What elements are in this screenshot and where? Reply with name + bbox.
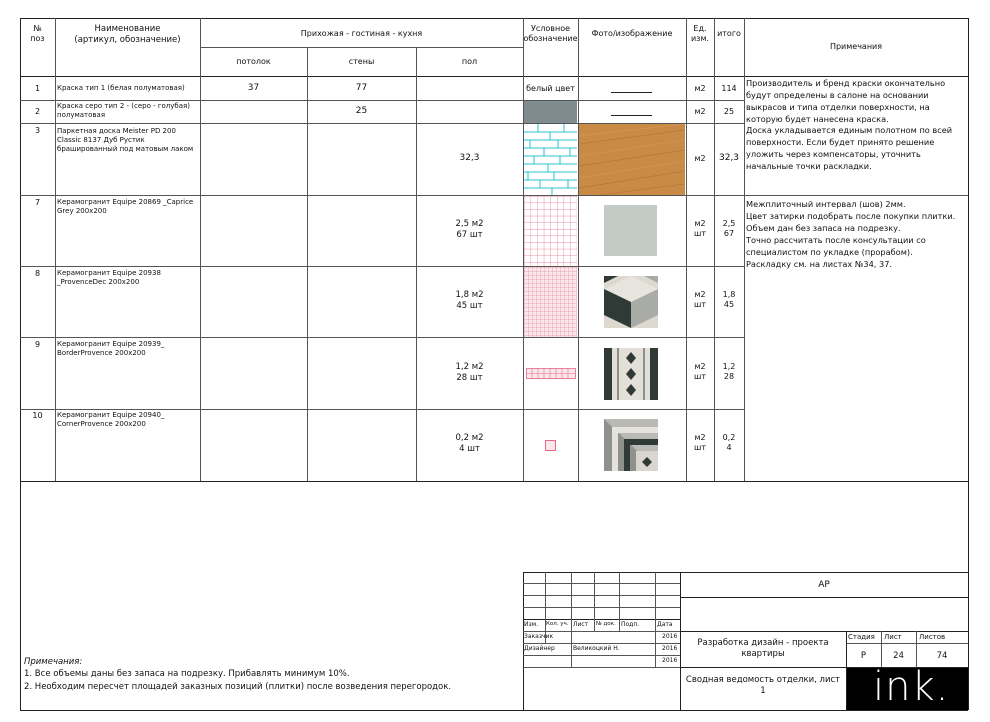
- year-1: 2016: [662, 633, 678, 640]
- header-ceiling: потолок: [236, 57, 271, 66]
- row-pos: 8: [34, 269, 41, 278]
- row-pos: 1: [34, 84, 41, 93]
- stage-label: Стадия: [848, 633, 875, 641]
- header-unit: Ед. изм.: [690, 24, 710, 43]
- footnote-1: 1. Все объемы даны без запаса на подрезку. Прибавлять минимум 10%.: [24, 669, 350, 679]
- customer-label: Заказчик: [524, 633, 554, 640]
- row-pos: 10: [32, 411, 43, 420]
- row-name: Краска тип 1 (белая полуматовая): [57, 84, 185, 92]
- row-unit: м2: [694, 154, 706, 163]
- sheet-value: 24: [893, 651, 904, 661]
- remark-paint: Производитель и бренд краски окончательно будут определены в салоне на основании выкрасов и типа отделки поверхности, на которую будет нанесена краска.: [746, 78, 946, 124]
- row-name: Краска серо тип 2 - (серо - голубая) полуматовая: [57, 102, 190, 119]
- row-name: Керамогранит Equipe 20940_ CornerProvence 200x200: [57, 411, 165, 428]
- row-total: 2,5 67: [722, 219, 736, 238]
- row-floor: 32,3: [459, 153, 480, 163]
- sheets-value: 74: [936, 651, 948, 661]
- year-2: 2016: [662, 645, 678, 652]
- caprice-grey-tile-photo: [604, 205, 657, 256]
- header-floor: пол: [461, 57, 478, 66]
- row-name: Паркетная доска Meister PD 200 Classic 8137 Дуб Рустик брашированный под матовым лаком: [57, 127, 194, 153]
- stage-value: Р: [860, 651, 867, 661]
- row-total: 32,3: [718, 153, 740, 163]
- corner-symbol: [545, 440, 556, 451]
- col-kol: Кол. уч.: [546, 621, 569, 627]
- sheets-label: Листов: [919, 633, 946, 641]
- row-floor: 1,2 м2 28 шт: [455, 362, 484, 383]
- row-unit: м2 шт: [694, 219, 706, 238]
- designer-name: Великоцкий Н.: [573, 645, 620, 652]
- row-name: Керамогранит Equipe 20939_ BorderProvence 200x200: [57, 340, 165, 357]
- row-unit: м2 шт: [694, 433, 706, 452]
- row-walls: 77: [355, 83, 368, 93]
- row-unit: м2 шт: [694, 362, 706, 381]
- col-izm: Изм.: [524, 621, 539, 628]
- gray-paint-swatch: [524, 101, 577, 123]
- provence-dec-tile-photo: [604, 276, 658, 328]
- border-strip-symbol: [526, 368, 576, 379]
- parquet-photo: [579, 124, 685, 195]
- row-total: 25: [723, 107, 735, 116]
- photo-placeholder-line: [611, 92, 652, 93]
- border-provence-tile-photo: [604, 348, 658, 400]
- photo-placeholder-line: [611, 115, 652, 116]
- row-walls: 25: [355, 106, 368, 116]
- header-symbol: Условное обозначение: [523, 24, 578, 43]
- footnote-2: 2. Необходим пересчет площадей заказных позиций (плитки) после возведения перегородок.: [24, 682, 452, 692]
- row-total: 114: [721, 84, 737, 93]
- row-floor: 2,5 м2 67 шт: [455, 219, 484, 240]
- footnotes-title: Примечания:: [24, 657, 83, 667]
- designer-label: Дизайнер: [524, 645, 555, 652]
- row-unit: м2: [694, 84, 706, 93]
- header-name: Наименование (артикул, обозначение): [74, 24, 181, 45]
- year-3: 2016: [662, 657, 678, 664]
- col-doc: № док.: [596, 621, 616, 627]
- header-walls: стены: [348, 57, 375, 66]
- row-floor: 0,2 м2 4 шт: [455, 433, 484, 454]
- row-total: 0,2 4: [722, 433, 736, 452]
- parquet-hatch-symbol: [524, 124, 577, 195]
- col-sign: Подп.: [621, 621, 640, 628]
- col-list: Лист: [573, 621, 589, 628]
- row-name: Керамогранит Equipe 20869 _Caprice Grey 200x200: [57, 198, 194, 215]
- row-name: Керамогранит Equipe 20938 _ProvenceDec 200x200: [57, 269, 161, 286]
- row-floor: 1,8 м2 45 шт: [455, 290, 484, 311]
- project-title: Разработка дизайн - проекта квартиры: [697, 638, 829, 659]
- header-pos: № поз: [30, 24, 45, 43]
- header-total: итого: [717, 29, 741, 38]
- sheet-title: Сводная ведомость отделки, лист 1: [685, 675, 841, 696]
- row-pos: 2: [34, 107, 41, 116]
- header-notes: Примечания: [829, 42, 883, 51]
- row-symbol: белый цвет: [526, 84, 575, 93]
- row-unit: м2 шт: [694, 290, 706, 309]
- row-pos: 3: [34, 126, 41, 135]
- col-date: Дата: [657, 621, 673, 628]
- ink-logo: [847, 664, 968, 710]
- row-pos: 7: [34, 198, 41, 207]
- row-unit: м2: [694, 107, 706, 116]
- corner-provence-tile-photo: [604, 419, 658, 471]
- tile-grid-symbol: [524, 196, 577, 266]
- row-pos: 9: [34, 340, 41, 349]
- header-photo: Фото/изображение: [591, 29, 673, 38]
- remark-tiles: Межплиточный интервал (шов) 2мм. Цвет затирки подобрать после покупки плитки. Объем дан без запаса на подрезку. Точно рассчитать после консультации со специалистом по укладке (прорабом). Раскладку см. на листах №34, 37.: [746, 199, 956, 269]
- tile-dense-grid-symbol: [524, 267, 577, 337]
- doc-code: АР: [818, 580, 830, 590]
- row-total: 1,2 28: [722, 362, 736, 381]
- sheet-label: Лист: [884, 633, 902, 641]
- ink-logo-text: ink.: [873, 664, 950, 710]
- header-room-group: Прихожая - гостиная - кухня: [300, 29, 423, 38]
- remark-parquet: Доска укладывается единым полотном по всей поверхности. Если будет принято решение уложить через компенсаторы, уточнить начальные точки раскладки.: [746, 125, 953, 171]
- row-total: 1,8 45: [722, 290, 736, 309]
- row-ceiling: 37: [247, 83, 260, 93]
